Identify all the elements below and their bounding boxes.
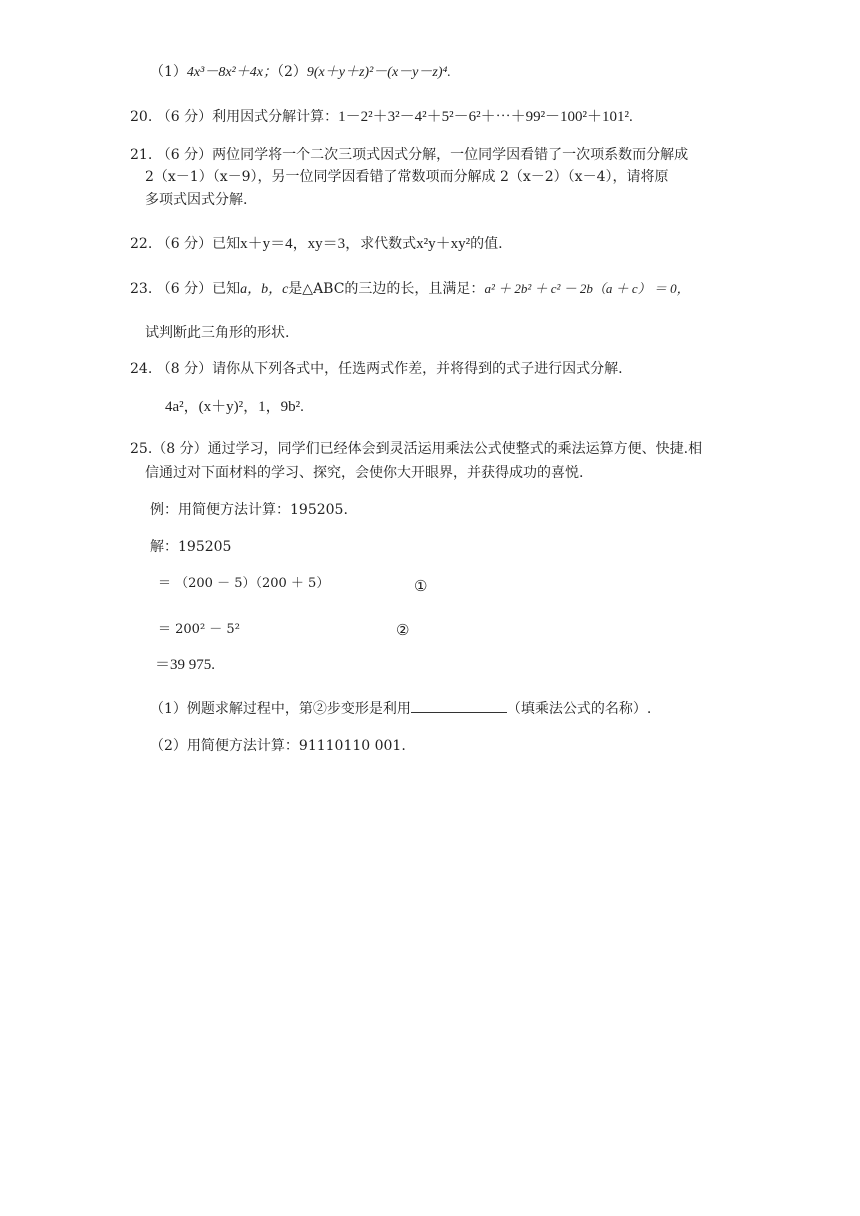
q21-line1: 两位同学将一个二次三项式因式分解，一位同学因看错了一次项系数而分解成 xyxy=(212,147,689,163)
q25-step3 xyxy=(155,655,215,675)
q21-line3: 多项式因式分解. xyxy=(145,192,248,208)
question-21-line3 xyxy=(145,190,247,210)
q25-example-text: 例：用简便方法计算：195205. xyxy=(150,502,348,518)
question-23 xyxy=(130,279,690,300)
q25-step2-text: ＝ 200² － 5² xyxy=(158,622,240,637)
question-23-line2 xyxy=(145,323,289,343)
q19-label2: （2） xyxy=(276,64,307,80)
q23-vars: a，b，c xyxy=(240,282,289,297)
question-24-items xyxy=(165,397,304,417)
q25-step1 xyxy=(158,574,329,594)
q21-score: （6 分） xyxy=(156,147,213,163)
q21-line2: 2（x－1）（x－9），另一位同学因看错了常数项而分解成 2（x－2）（x－4），请将原 xyxy=(145,169,669,185)
q23-expr: a² ＋ 2b² ＋ c² － 2b（a ＋ c） ＝ 0， xyxy=(484,281,690,296)
q25-sub1 xyxy=(150,698,651,719)
q25-solution-label xyxy=(150,537,231,557)
q25-example xyxy=(150,500,348,520)
q23-number: 23. xyxy=(130,281,153,297)
question-20 xyxy=(130,107,633,127)
q19-expr1: 4x³－8x²＋4x； xyxy=(186,65,277,80)
q24-items: 4a²，(x＋y)²，1，9b². xyxy=(165,399,304,415)
q19-label1: （1） xyxy=(150,64,187,80)
q25-sol-label: 解：195205 xyxy=(150,539,232,555)
q25-step1-text: ＝ （200 － 5）（200 ＋ 5） xyxy=(158,576,330,591)
q25-sub1-a: （1）例题求解过程中，第②步变形是利用 xyxy=(150,701,411,717)
q20-score: （6 分） xyxy=(156,109,213,125)
q20-text: 利用因式分解计算： xyxy=(212,109,339,125)
question-25-line1 xyxy=(130,439,702,459)
q25-sub1-b: （填乘法公式的名称）. xyxy=(506,701,652,717)
question-21-line1 xyxy=(130,145,688,165)
q25-step2 xyxy=(158,620,240,640)
q23-text1: 已知 xyxy=(212,281,241,297)
q24-number: 24. xyxy=(130,361,153,377)
q23-text2: 是△ABC的三边的长，且满足： xyxy=(288,281,485,297)
q25-sub2 xyxy=(150,736,406,756)
q25-score: （8 分） xyxy=(152,441,208,457)
q23-line2: 试判断此三角形的形状. xyxy=(145,325,290,341)
question-21-line2 xyxy=(145,167,668,187)
q25-step2-mark: ② xyxy=(396,621,410,639)
q25-answer-blank[interactable] xyxy=(411,698,507,713)
question-22 xyxy=(130,234,503,254)
q24-score: （8 分） xyxy=(156,361,213,377)
q22-expr2: x²y＋xy² xyxy=(416,236,471,252)
q21-number: 21. xyxy=(130,147,153,163)
q23-score: （6 分） xyxy=(156,281,213,297)
q20-number: 20. xyxy=(130,109,153,125)
q22-number: 22. xyxy=(130,236,153,252)
q25-line1: 通过学习，同学们已经体会到灵活运用乘法公式使整式的乘法运算方便、快捷.相 xyxy=(207,441,703,457)
q19-subparts xyxy=(150,62,451,83)
q25-step3-text: ＝39 975. xyxy=(155,657,216,673)
q19-expr2: 9(x＋y＋z)²－(x－y－z)⁴. xyxy=(306,65,451,80)
q20-expr: 1－2²＋3²－4²＋5²－6²＋⋯＋99²－100²＋101². xyxy=(338,109,633,125)
q25-line2: 信通过对下面材料的学习、探究，会使你大开眼界，并获得成功的喜悦. xyxy=(145,465,584,481)
q22-score: （6 分） xyxy=(156,236,213,252)
q22-expr1: x＋y＝4，xy＝3， xyxy=(240,236,361,252)
q22-text1: 已知 xyxy=(212,236,241,252)
q25-step1-mark: ① xyxy=(414,577,428,595)
q24-text: 请你从下列各式中，任选两式作差，并将得到的式子进行因式分解. xyxy=(212,361,623,377)
q22-text3: 的值. xyxy=(470,236,503,252)
q25-number: 25. xyxy=(130,441,153,457)
question-24 xyxy=(130,359,623,379)
question-25-line2 xyxy=(145,463,583,483)
q25-sub2-text: （2）用简便方法计算：91110110 001. xyxy=(150,738,406,754)
q22-text2: 求代数式 xyxy=(360,236,417,252)
